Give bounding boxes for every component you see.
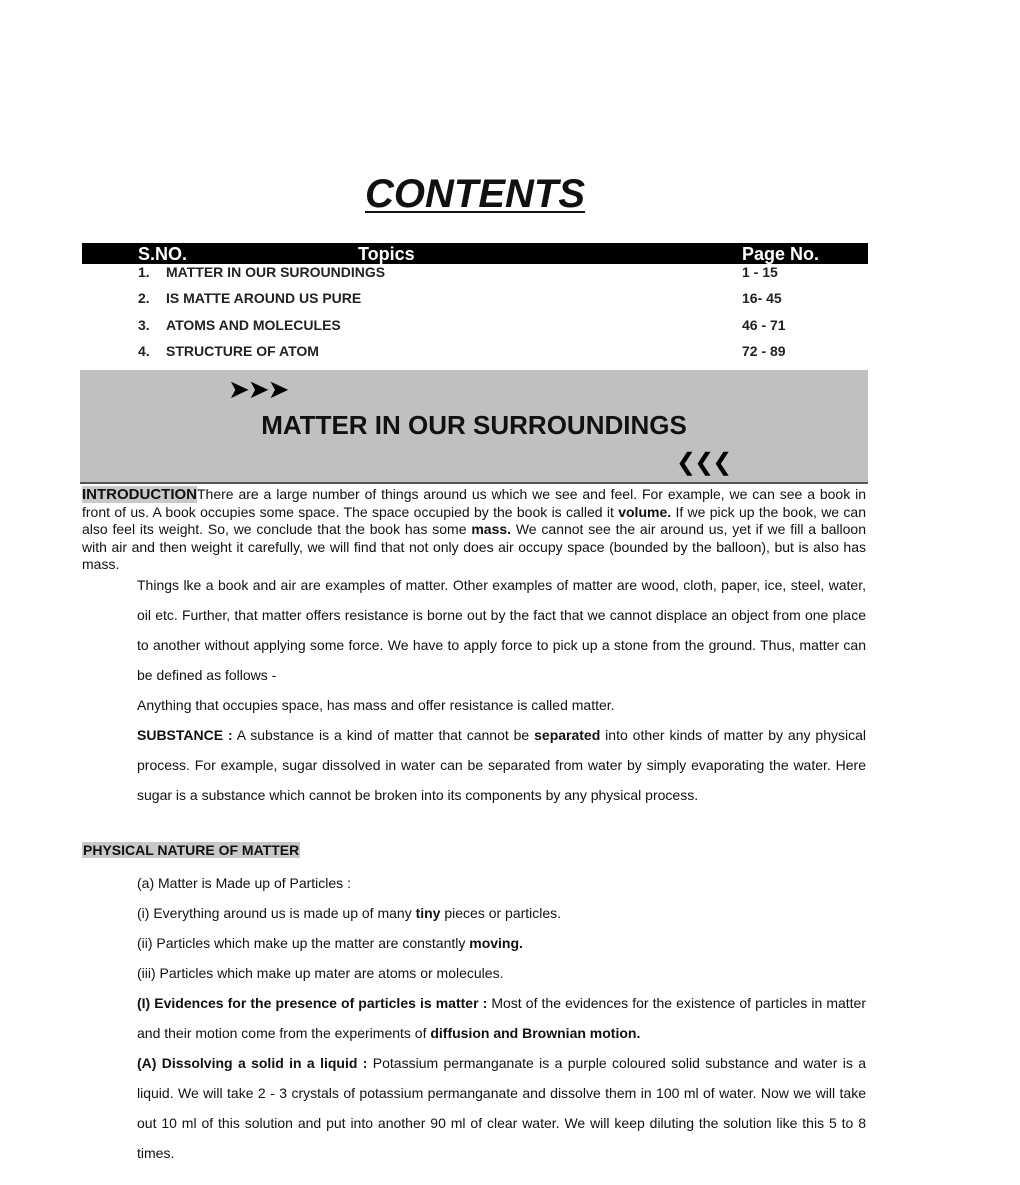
bold-text: moving. (469, 935, 523, 951)
bold-text: diffusion and Brownian motion. (430, 1025, 641, 1041)
header-topics: Topics (358, 244, 415, 264)
bold-text: separated (534, 727, 601, 743)
body-section (137, 570, 866, 810)
text-run: pieces or particles. (440, 905, 562, 921)
chapter-title: MATTER IN OUR SURROUNDINGS (261, 410, 687, 440)
paragraph (137, 690, 866, 720)
paragraph (137, 898, 866, 928)
text-run: (i) Everything around us is made up of many (137, 905, 416, 921)
section-heading: PHYSICAL NATURE OF MATTER (83, 842, 300, 858)
row-pages: 16- 45 (742, 290, 782, 306)
row-pages: 46 - 71 (742, 317, 786, 333)
row-sno: 4. (138, 343, 150, 359)
bold-text: volume. (618, 503, 672, 520)
bold-text: (I) Evidences for the presence of particles is matter : (137, 995, 488, 1011)
introduction-label: INTRODUCTION (82, 486, 197, 503)
text-run: There are a large number of things around us which we see and feel. For example, we can see a book in front of us. A book occupies some space. The space occupied by the book is called it (82, 486, 866, 520)
introduction-paragraph (82, 486, 866, 574)
text-run: If we pick up the book, we can also feel its weight. So, we conclude that the book has some (82, 503, 866, 537)
text-run: into other kinds of matter by any physical process. For example, sugar dissolved in water can be separated from water by simply evaporating the water. Here sugar is a substance which cannot be broken into its components by any physical process. (137, 727, 866, 803)
paragraph (137, 570, 866, 690)
left-arrows-icon: ❮❮❮ (676, 449, 731, 476)
row-sno: 1. (138, 264, 150, 280)
row-sno: 2. (138, 290, 150, 306)
header-sno: S.NO. (138, 244, 188, 264)
row-topic: IS MATTE AROUND US PURE (166, 290, 362, 306)
row-pages: 72 - 89 (742, 343, 786, 359)
text-run: Potassium permanganate is a purple coloured solid substance and water is a liquid. We will take 2 - 3 crystals of potassium permanganate and dissolve them in 100 ml of water. Now we will take out 10 ml of this solution and put into another 90 ml of clear water. We will keep diluting the solution like this 5 to 8 times. (137, 1055, 866, 1161)
text-run: (a) Matter is Made up of Particles : (137, 875, 351, 891)
text-run: Most of the evidences for the existence of particles in matter and their motion come from the experiments of (137, 995, 866, 1041)
bold-text: (A) Dissolving a solid in a liquid : (137, 1055, 368, 1071)
text-run: (ii) Particles which make up the matter are constantly (137, 935, 470, 951)
bold-text: mass. (471, 521, 512, 537)
text-run: A substance is a kind of matter that cannot be (232, 727, 535, 743)
paragraph (137, 958, 866, 988)
header-page: Page No. (742, 244, 820, 264)
bold-text: tiny (415, 905, 441, 921)
paragraph (137, 868, 866, 898)
text-run: We cannot see the air around us, yet if we fill a balloon with air and then weight it carefully, we will find that not only does air occupy space (bounded by the balloon), but is also has mass. (82, 521, 866, 572)
contents-title: CONTENTS (365, 172, 585, 216)
bold-text: SUBSTANCE : (137, 727, 233, 743)
text-run: Things lke a book and air are examples of matter. Other examples of matter are wood, cloth, paper, ice, steel, water, oil etc. Further, that matter offers resistance is borne out by the fact that we cannot displace an object from one place to another without applying some force. We have to apply force to pick up a stone from the ground. Thus, matter can be defined as follows - (137, 577, 866, 683)
text-run: Anything that occupies space, has mass and offer resistance is called matter. (137, 697, 615, 713)
chapter-banner (80, 370, 868, 484)
body-section-2 (137, 868, 866, 1168)
row-sno: 3. (138, 317, 150, 333)
paragraph (137, 1048, 866, 1168)
paragraph (137, 720, 866, 810)
row-pages: 1 - 15 (742, 264, 778, 280)
paragraph (137, 928, 866, 958)
paragraph (137, 988, 866, 1048)
row-topic: MATTER IN OUR SUROUNDINGS (166, 264, 386, 280)
table-header (82, 243, 868, 264)
row-topic: ATOMS AND MOLECULES (166, 317, 341, 333)
text-run: (iii) Particles which make up mater are atoms or molecules. (137, 965, 504, 981)
row-topic: STRUCTURE OF ATOM (166, 343, 319, 359)
right-arrows-icon: ➤➤➤ (228, 374, 288, 404)
